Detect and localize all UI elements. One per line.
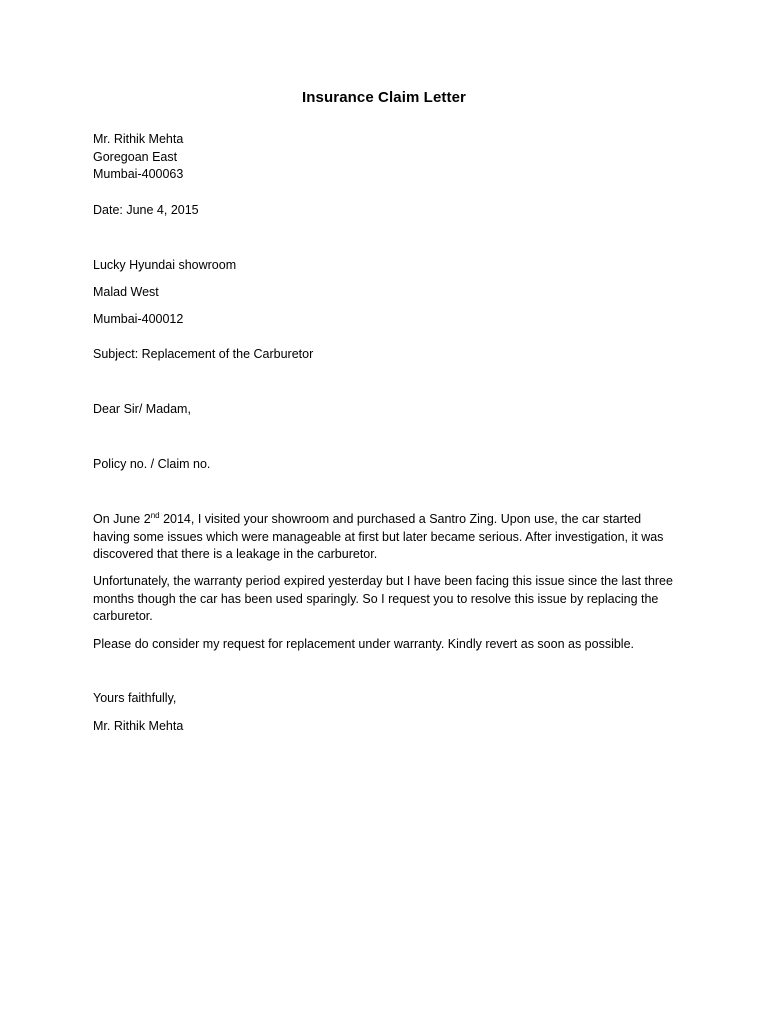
- signature: Mr. Rithik Mehta: [93, 719, 184, 733]
- letter-date: Date: June 4, 2015: [93, 203, 199, 217]
- body-p1-rest: 2014, I visited your showroom and purchased a Santro Zing. Upon use, the car started having some issues which were manageable at first but later became serious. After investigation, it was discovered that there is a leakage in the carburetor.: [93, 512, 664, 561]
- recipient-city: Mumbai-400012: [93, 312, 184, 326]
- policy-claim-line: Policy no. / Claim no.: [93, 457, 211, 471]
- body-paragraph-2: Unfortunately, the warranty period expired yesterday but I have been facing this issue since the last three months though the car has been used sparingly. So I request you to resolve this issue by replacing the carburetor.: [93, 574, 673, 623]
- sender-name: Mr. Rithik Mehta: [93, 132, 184, 146]
- sender-area: Goregoan East: [93, 150, 178, 164]
- body-p1-ordinal: nd: [150, 510, 160, 520]
- sender-city: Mumbai-400063: [93, 167, 184, 181]
- body-paragraph-3: Please do consider my request for replacement under warranty. Kindly revert as soon as possible.: [93, 637, 635, 651]
- recipient-area: Malad West: [93, 285, 159, 299]
- salutation: Dear Sir/ Madam,: [93, 402, 191, 416]
- recipient-name: Lucky Hyundai showroom: [93, 258, 237, 272]
- closing: Yours faithfully,: [93, 691, 177, 705]
- letter-title: Insurance Claim Letter: [302, 89, 466, 106]
- letter-subject: Subject: Replacement of the Carburetor: [93, 347, 314, 361]
- body-paragraph-1: [93, 511, 673, 564]
- body-p1-start: On June 2: [93, 512, 151, 526]
